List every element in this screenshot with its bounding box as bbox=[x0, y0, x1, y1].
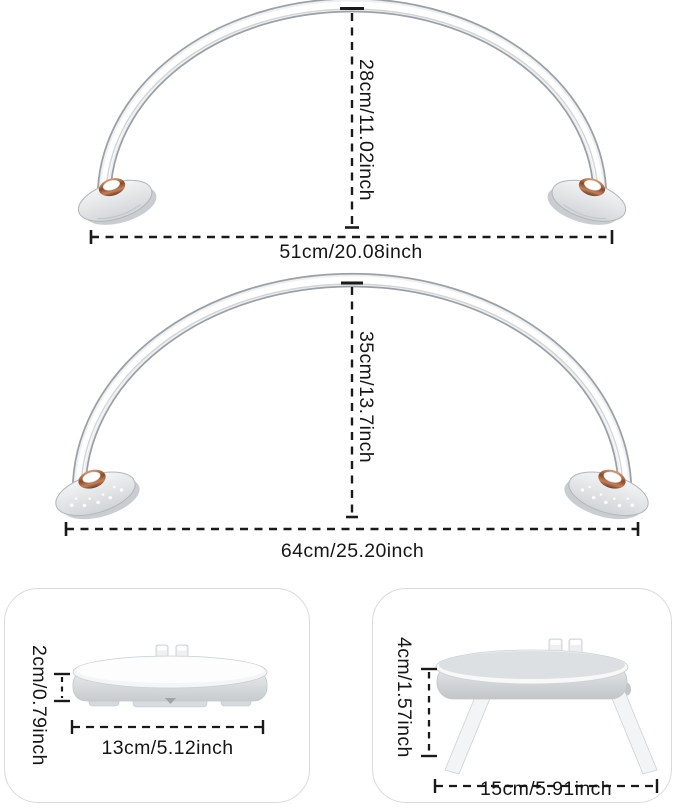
footed-base-height-label: 4cm/1.57inch bbox=[393, 637, 415, 758]
width-dimension-line bbox=[66, 522, 638, 536]
height-dimension-line bbox=[54, 674, 70, 701]
large-arch-height-label: 35cm/13.7inch bbox=[355, 331, 377, 464]
right-leg bbox=[611, 692, 657, 774]
right-foot bbox=[559, 458, 654, 529]
height-dimension-line bbox=[421, 669, 437, 756]
base-drawing bbox=[73, 645, 267, 707]
flat-base-height-label: 2cm/0.79inch bbox=[28, 644, 50, 766]
small-arch-image bbox=[0, 0, 679, 265]
left-leg bbox=[445, 692, 491, 774]
flat-base-card bbox=[4, 588, 310, 803]
footed-base-image bbox=[373, 589, 670, 801]
base-drawing bbox=[436, 639, 657, 774]
right-foot bbox=[543, 167, 632, 234]
small-arch-height-label: 28cm/11.02inch bbox=[355, 59, 377, 201]
small-arch-width-label: 51cm/20.08inch bbox=[279, 241, 423, 263]
left-foot bbox=[72, 167, 161, 234]
width-dimension-line bbox=[72, 720, 263, 734]
flat-base-image bbox=[5, 589, 308, 801]
footed-base-card bbox=[372, 588, 672, 803]
left-foot bbox=[49, 458, 144, 529]
flat-base-width-label: 13cm/5.12inch bbox=[101, 737, 234, 759]
footed-base-width-label: 15cm/5.91inch bbox=[479, 778, 613, 800]
large-arch-image bbox=[0, 265, 679, 580]
large-arch-width-label: 64cm/25.20inch bbox=[280, 540, 425, 562]
